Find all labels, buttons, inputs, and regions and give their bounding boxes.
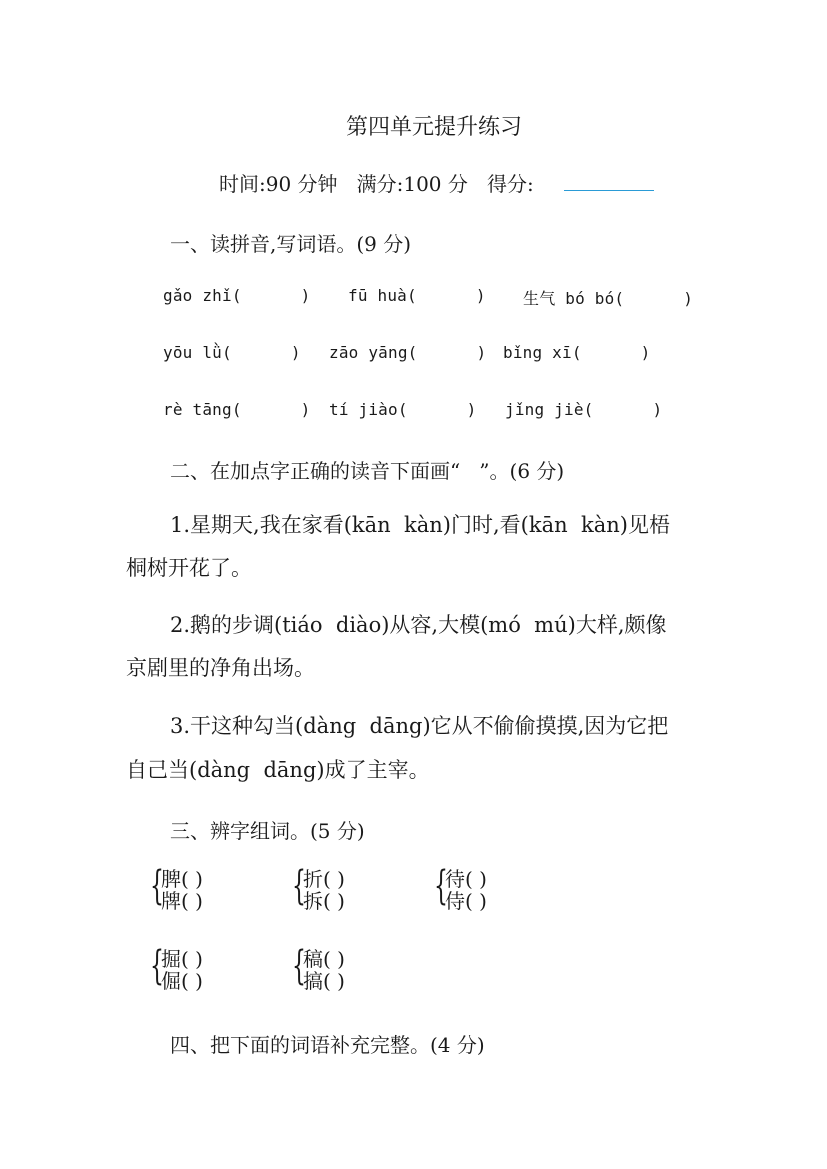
brace-icon: { (150, 863, 164, 909)
question-line: 3.干这种勾当(dàng dāng)它从不偷偷摸摸,因为它把 (170, 714, 669, 738)
pinyin-item: yōu lǜ( ) (163, 343, 301, 362)
char-pair-top: 稿( ) (303, 947, 345, 971)
pinyin-item: bǐng xī( ) (503, 343, 651, 362)
question-line: 自己当(dàng dāng)成了主宰。 (126, 758, 430, 782)
pinyin-item: rè tāng( ) (163, 400, 311, 419)
char-pair-top: 脾( ) (161, 867, 203, 891)
question-line: 1.星期天,我在家看(kān kàn)门时,看(kān kàn)见梧 (170, 513, 670, 537)
question-line: 京剧里的净角出场。 (126, 656, 315, 680)
char-pair-bottom: 侍( ) (445, 889, 487, 913)
pinyin-item: 生气 bó bó( ) (523, 289, 694, 308)
section2-heading: 二、在加点字正确的读音下面画“ ”。(6 分) (170, 459, 565, 483)
char-pair-bottom: 拆( ) (303, 889, 345, 913)
score-blank[interactable] (564, 190, 654, 191)
section1-heading: 一、读拼音,写词语。(9 分) (170, 232, 412, 256)
pinyin-item: gǎo zhǐ( ) (163, 286, 311, 305)
question-line: 桐树开花了。 (126, 556, 252, 580)
char-pair-top: 掘( ) (161, 947, 203, 971)
brace-icon: { (434, 863, 448, 909)
char-pair-bottom: 牌( ) (161, 889, 203, 913)
pinyin-item: zāo yāng( ) (329, 343, 487, 362)
char-pair-top: 待( ) (445, 867, 487, 891)
page-title: 第四单元提升练习 (346, 115, 523, 140)
question-line: 2.鹅的步调(tiáo diào)从容,大模(mó mú)大样,颇像 (170, 613, 667, 637)
exam-meta: 时间:90 分钟 满分:100 分 得分: (219, 172, 534, 196)
char-pair-bottom: 倔( ) (161, 969, 203, 993)
char-pair-bottom: 搞( ) (303, 969, 345, 993)
brace-icon: { (150, 943, 164, 989)
pinyin-item: fū huà( ) (348, 286, 486, 305)
brace-icon: { (292, 943, 306, 989)
brace-icon: { (292, 863, 306, 909)
char-pair-top: 折( ) (303, 867, 345, 891)
section4-heading: 四、把下面的词语补充完整。(4 分) (170, 1033, 485, 1057)
pinyin-item: tí jiào( ) (329, 400, 477, 419)
section3-heading: 三、辨字组词。(5 分) (170, 819, 365, 843)
pinyin-item: jǐng jiè( ) (505, 400, 663, 419)
